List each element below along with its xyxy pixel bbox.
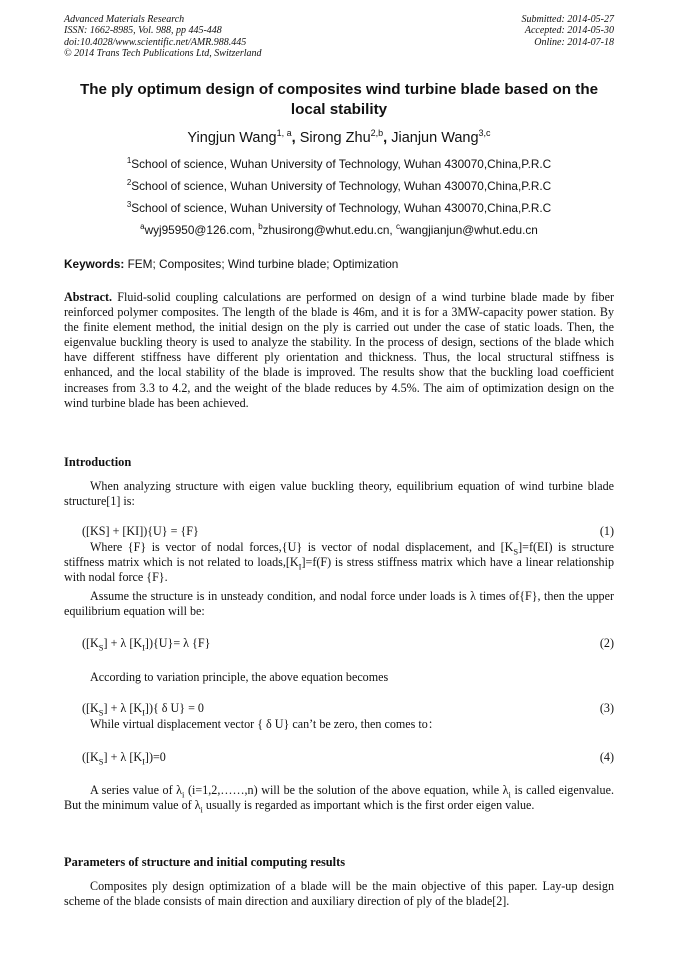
email-b-sup: b — [258, 222, 263, 232]
eq4-sub-2: I — [142, 756, 145, 767]
equation-1-body: ([KS] + [KI]){U} = {F} — [82, 524, 199, 538]
paper-title — [50, 80, 628, 120]
online-date: Online: 2014-07-18 — [534, 36, 614, 48]
author-1: Yingjun Wang — [187, 130, 277, 146]
dates-header — [522, 14, 615, 48]
author-list — [0, 130, 678, 146]
journal-header — [64, 14, 262, 59]
keywords-text: FEM; Composites; Wind turbine blade; Optimization — [124, 257, 399, 271]
affiliation-1-text: School of science, Wuhan University of Technology, Wuhan 430070,China,P.R.C — [131, 157, 552, 171]
email-c[interactable]: wangjianjun@whut.edu.cn — [399, 223, 538, 237]
where-sub-2: I — [298, 561, 302, 572]
eq3-b: ] + λ [K — [103, 701, 143, 715]
parameters-heading: Parameters of structure and initial computing results — [64, 855, 346, 869]
while-paragraph: While virtual displacement vector { δ U} can’t be zero, then comes to： — [90, 717, 440, 731]
email-line — [0, 223, 678, 237]
equation-3 — [82, 701, 614, 716]
affiliation-2-sup: 2 — [126, 178, 132, 188]
submitted-date: Submitted: 2014-05-27 — [521, 14, 614, 25]
series-paragraph — [64, 783, 614, 813]
where-paragraph — [64, 540, 614, 585]
series-sub-1: i — [182, 789, 185, 800]
where-text-a: Where {F} is vector of nodal forces,{U} is vector of nodal displacement, and [K — [90, 540, 514, 554]
author-1-sup: 1, a — [276, 128, 292, 139]
abstract-label: Abstract. — [64, 290, 113, 304]
eq4-b: ] + λ [K — [103, 750, 143, 764]
equation-1-number: (1) — [599, 524, 614, 538]
variation-paragraph: According to variation principle, the above equation becomes — [90, 670, 389, 684]
eq3-sub-1: S — [98, 707, 104, 718]
affiliation-1-sup: 1 — [126, 156, 132, 166]
equation-4 — [82, 750, 614, 765]
eq3-a: ([K — [82, 701, 99, 715]
eq2-c: ]){U}= λ {F} — [144, 636, 211, 650]
equation-2 — [82, 636, 614, 651]
doi-line: doi:10.4028/www.scientific.net/AMR.988.445 — [64, 36, 247, 48]
affiliation-3-sup: 3 — [126, 200, 132, 210]
author-3: Jianjun Wang — [391, 130, 479, 146]
abstract — [64, 290, 614, 411]
where-text-c: ]=f(F) is stress stiffness matrix which have a linear relationship with nodal force {F}. — [64, 555, 614, 585]
journal-name: Advanced Materials Research — [64, 14, 185, 25]
keywords — [64, 257, 624, 271]
equation-2-number: (2) — [599, 636, 614, 650]
eq2-sub-1: S — [98, 642, 104, 653]
copyright-line: © 2014 Trans Tech Publications Ltd, Switzerland — [64, 47, 262, 59]
series-text-d: usually is regarded as important which is the first order eigen value. — [202, 798, 535, 813]
author-2-sup: 2,b — [370, 128, 384, 139]
affiliation-3 — [0, 201, 678, 215]
eq4-sub-1: S — [98, 756, 104, 767]
eq3-sub-2: I — [142, 707, 145, 718]
equation-3-number: (3) — [599, 701, 614, 715]
email-c-sup: c — [395, 222, 400, 232]
where-sub-1: S — [513, 546, 519, 557]
title-line-2: local stability — [290, 101, 388, 118]
author-3-sup: 3,c — [478, 128, 491, 139]
affiliation-1 — [0, 157, 678, 171]
intro-paragraph: When analyzing structure with eigen value buckling theory, equilibrium equation of wind turbine blade structure[1] is: — [64, 479, 614, 509]
author-2: Sirong Zhu — [299, 130, 371, 146]
series-sub-2: i — [508, 789, 511, 800]
eq3-c: ]){ δ U} = 0 — [144, 701, 204, 715]
where-text-b: ]=f(EI) is structure stiffness matrix which is not related to loads,[K — [64, 540, 614, 570]
series-text-b: (i=1,2,……,n) will be the solution of the above equation, while λ — [184, 783, 509, 797]
eq4-a: ([K — [82, 750, 99, 764]
eq2-b: ] + λ [K — [103, 636, 143, 650]
introduction-heading: Introduction — [64, 455, 132, 469]
affiliation-2-text: School of science, Wuhan University of Technology, Wuhan 430070,China,P.R.C — [131, 179, 552, 193]
affiliation-3-text: School of science, Wuhan University of Technology, Wuhan 430070,China,P.R.C — [131, 201, 552, 215]
email-a-sup: a — [140, 222, 145, 232]
parameters-paragraph: Composites ply design optimization of a blade will be the main objective of this paper. Lay-up design scheme of the blade consists of main direction and auxiliary direction of ply of the blade[2]. — [64, 879, 614, 909]
title-line-1: The ply optimum design of composites wind turbine blade based on the — [79, 81, 599, 98]
equation-4-number: (4) — [599, 750, 614, 764]
author-sep-2: , — [383, 130, 392, 146]
eq2-a: ([K — [82, 636, 99, 650]
keywords-label: Keywords: — [64, 257, 125, 271]
accepted-date: Accepted: 2014-05-30 — [524, 25, 614, 37]
series-text-c: is called eigenvalue. But the minimum value of λ — [64, 783, 614, 813]
assume-paragraph: Assume the structure is in unsteady condition, and nodal force under loads is λ times of{F}, then the upper equilibrium equation will be: — [64, 589, 614, 619]
issn-line: ISSN: 1662-8985, Vol. 988, pp 445-448 — [64, 25, 222, 37]
series-text-a: A series value of λ — [90, 783, 183, 797]
equation-1 — [82, 524, 614, 539]
abstract-text: Fluid-solid coupling calculations are performed on design of a wind turbine blade made by fiber reinforced polymer composites. The length of the blade is 46m, and it is for a 3MW-capacity power station. By the finite element method, the initial design on the ply is carried out under the case of static loads. Then, the eigenvalue buckling theory is used to analyze the stability. In the process of design, sections of the blade which have different stiffness have different ply orientation and thickness. Thus, the local structural stiffness is enhanced, and the local stability of the blade is improved. The results show that the buckling load coefficient increases from 3.3 to 4.2, and the weight of the blade reduces by 4.5%. The aim of optimization design on the wind turbine blade has been achieved. — [64, 290, 614, 410]
eq2-sub-2: I — [142, 642, 145, 653]
eq4-c: ])=0 — [144, 750, 166, 764]
email-b[interactable]: zhusirong@whut.edu.cn, — [262, 223, 396, 237]
series-sub-3: i — [200, 804, 203, 815]
email-a[interactable]: wyj95950@126.com, — [144, 223, 259, 237]
author-sep-1: , — [291, 130, 300, 146]
affiliation-2 — [0, 179, 678, 193]
